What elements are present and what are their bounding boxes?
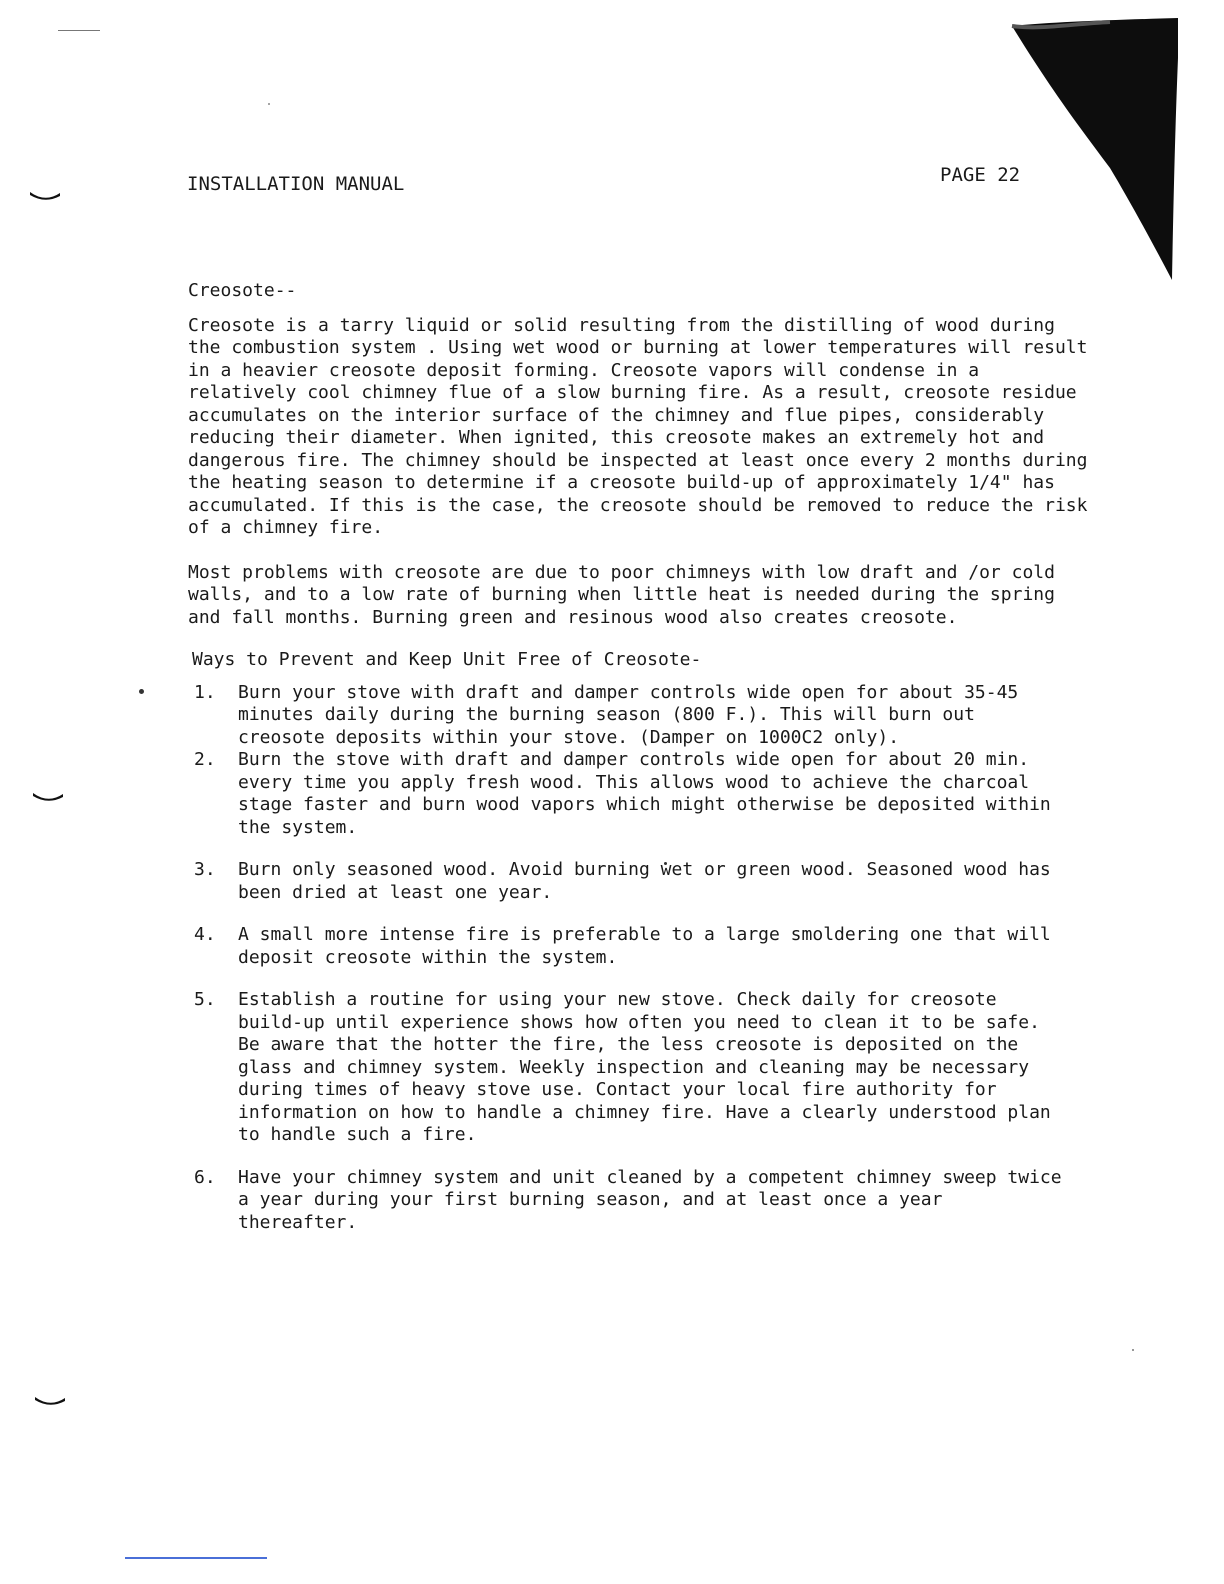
hole-punch-mark	[30, 191, 60, 201]
prevention-heading: Ways to Prevent and Keep Unit Free of Creosote-	[192, 649, 702, 670]
problems-paragraph: Most problems with creosote are due to poor chimneys with low draft and /or cold walls, and to a low rate of burning when little heat is needed during the spring and fall months. Burning green and resinous wood also creates creosote.	[188, 561, 1055, 628]
page-number: PAGE 22	[940, 164, 1021, 186]
list-item	[194, 924, 1088, 969]
list-item	[194, 859, 1088, 904]
scan-speck	[1132, 1349, 1134, 1351]
manual-title: INSTALLATION MANUAL	[187, 173, 405, 195]
list-item-number: 2.	[194, 749, 216, 770]
list-item-number: 3.	[194, 859, 216, 880]
list-item-number: 6.	[194, 1166, 216, 1188]
list-item	[194, 989, 1088, 1147]
hole-punch-mark	[33, 792, 63, 802]
list-item-text: Burn only seasoned wood. Avoid burning wet or green wood. Seasoned wood has been dried at least one year.	[238, 859, 1051, 903]
creosote-paragraph: Creosote is a tarry liquid or solid resulting from the distilling of wood during the combustion system . Using wet wood or burning at lower temperatures will result in a heavier creosote deposit forming. Creosote vapors will condense in a relatively cool chimney flue of a slow burning fire. As a result, creosote residue accumulates on the interior surface of the chimney and flue pipes, considerably reducing their diameter. When ignited, this creosote makes an extremely hot and dangerous fire. The chimney should be inspected at least once every 2 months during the heating season to determine if a creosote build-up of approximately 1/4" has accumulated. If this is the case, the creosote should be removed to reduce the risk of a chimney fire.	[188, 314, 1088, 538]
list-item-text: Burn your stove with draft and damper controls wide open for about 35-45 minutes daily during the burning season (800 F.). This will burn out creosote deposits within your stove. (Damper on 1000C2 only).	[238, 681, 1019, 748]
list-item-number: 5.	[194, 989, 216, 1010]
list-item	[194, 1167, 1088, 1235]
list-item-text: Establish a routine for using your new stove. Check daily for creosote build-up until experience shows how often you need to clean it to be safe. Be aware that the hotter the fire, the less creosote is deposited on the glass and chimney system. Weekly inspection and cleaning may be necessary during times of heavy stove use. Contact your local fire authority for information on how to handle a chimney fire. Have a clearly understood plan to handle such a fire.	[238, 989, 1051, 1145]
list-item-number: 4.	[194, 924, 216, 945]
scan-corner-shadow	[1010, 18, 1180, 283]
list-item	[194, 682, 1088, 750]
scan-artifact-dash	[58, 30, 100, 31]
list-item	[194, 749, 1088, 839]
scan-speck	[139, 689, 144, 694]
list-item-text: A small more intense fire is preferable to a large smoldering one that will deposit creosote within the system.	[238, 924, 1051, 968]
section-heading: Creosote--	[188, 280, 297, 301]
scan-speck	[268, 103, 270, 105]
document-body	[188, 280, 1088, 1254]
list-item-number: 1.	[194, 681, 216, 703]
bottom-rule	[125, 1557, 267, 1559]
hole-punch-mark	[35, 1396, 65, 1406]
list-item-text: Have your chimney system and unit cleaned by a competent chimney sweep twice a year during your first burning season, and at least once a year thereafter.	[238, 1166, 1062, 1233]
list-item-text: Burn the stove with draft and damper controls wide open for about 20 min. every time you apply fresh wood. This allows wood to achieve the charcoal stage faster and burn wood vapors which might otherwise be deposited within the system.	[238, 749, 1051, 838]
prevention-steps-list	[188, 682, 1088, 1235]
